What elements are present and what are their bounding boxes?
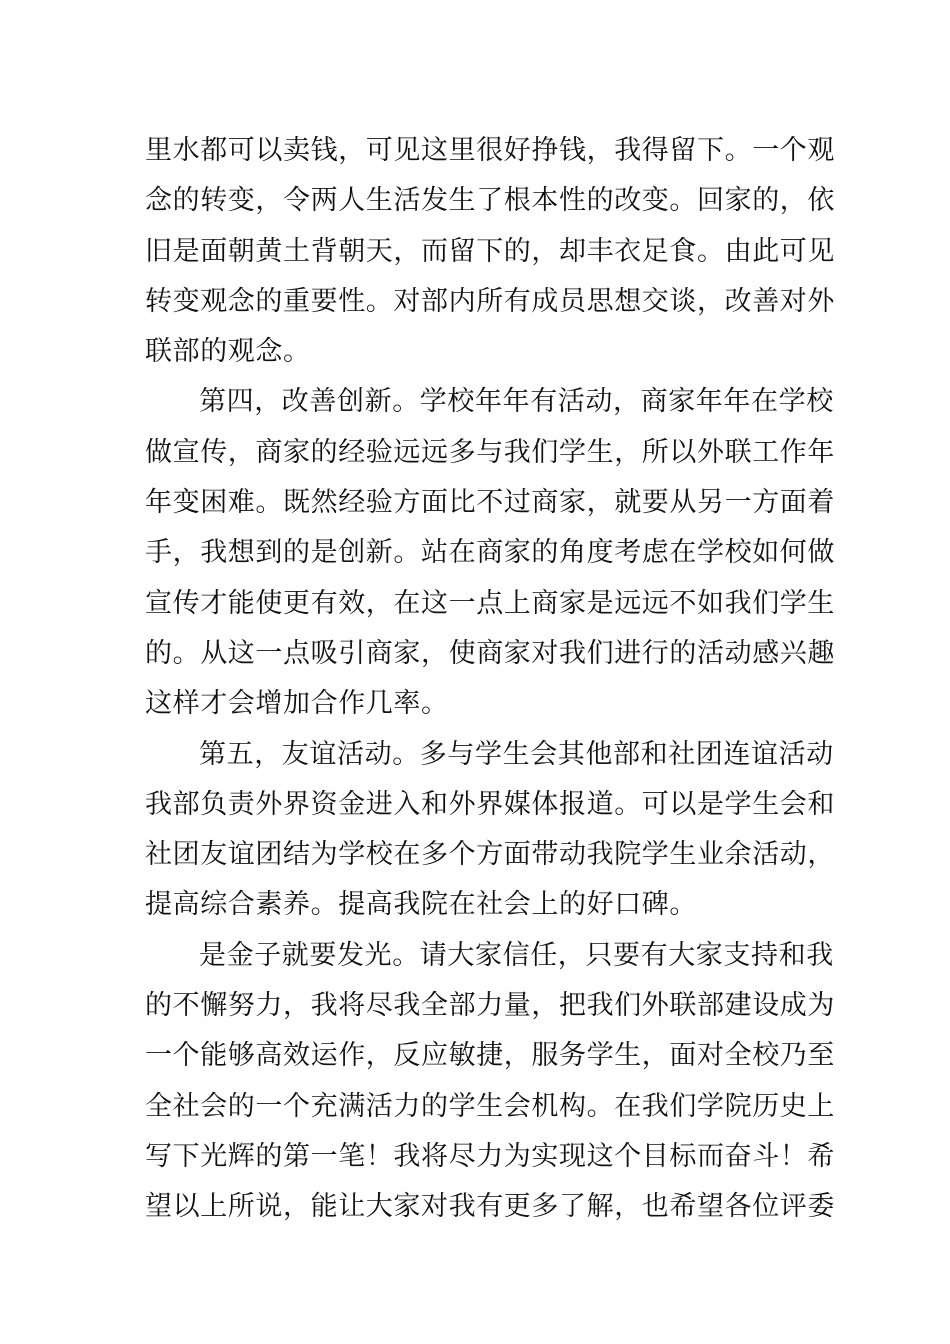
paragraph-first-line: 第五，友谊活动。多与学生会其他部和社团连谊活动 xyxy=(199,738,834,770)
text-line: 望以上所说，能让大家对我有更多了解，也希望各位评委 xyxy=(145,1191,835,1223)
text-line: 里水都可以卖钱，可见这里很好挣钱，我得留下。一个观 xyxy=(145,135,835,166)
body-text xyxy=(145,126,835,1233)
text-line: 念的转变，令两人生活发生了根本性的改变。回家的，依 xyxy=(145,185,835,217)
text-line: 这样才会增加合作几率。 xyxy=(145,688,449,720)
text-line: 手，我想到的是创新。站在商家的角度考虑在学校如何做 xyxy=(145,537,835,569)
text-line: 社团友谊团结为学校在多个方面带动我院学生业余活动， xyxy=(145,839,835,871)
text-line: 的不懈努力，我将尽我全部力量，把我们外联部建设成为 xyxy=(145,990,835,1022)
paragraph-first-line: 第四，改善创新。学校年年有活动，商家年年在学校 xyxy=(199,386,834,418)
text-line: 旧是面朝黄土背朝天，而留下的，却丰衣足食。由此可见 xyxy=(145,235,835,267)
text-line: 宣传才能使更有效，在这一点上商家是远远不如我们学生 xyxy=(145,587,835,619)
text-line: 做宣传，商家的经验远远多与我们学生，所以外联工作年 xyxy=(145,436,835,468)
text-line: 全社会的一个充满活力的学生会机构。在我们学院历史上 xyxy=(145,1090,835,1122)
text-line: 联部的观念。 xyxy=(145,336,311,368)
text-line: 提高综合素养。提高我院在社会上的好口碑。 xyxy=(145,889,697,921)
text-line: 的。从这一点吸引商家，使商家对我们进行的活动感兴趣 xyxy=(145,637,835,669)
text-line: 转变观念的重要性。对部内所有成员思想交谈，改善对外 xyxy=(145,285,835,317)
text-line: 年变困难。既然经验方面比不过商家，就要从另一方面着 xyxy=(145,487,835,519)
text-line: 一个能够高效运作，反应敏捷，服务学生，面对全校乃至 xyxy=(145,1040,835,1072)
paragraph-first-line: 是金子就要发光。请大家信任，只要有大家支持和我 xyxy=(199,939,834,971)
text-line: 我部负责外界资金进入和外界媒体报道。可以是学生会和 xyxy=(145,788,835,820)
text-line: 写下光辉的第一笔！我将尽力为实现这个目标而奋斗！希 xyxy=(145,1140,835,1172)
